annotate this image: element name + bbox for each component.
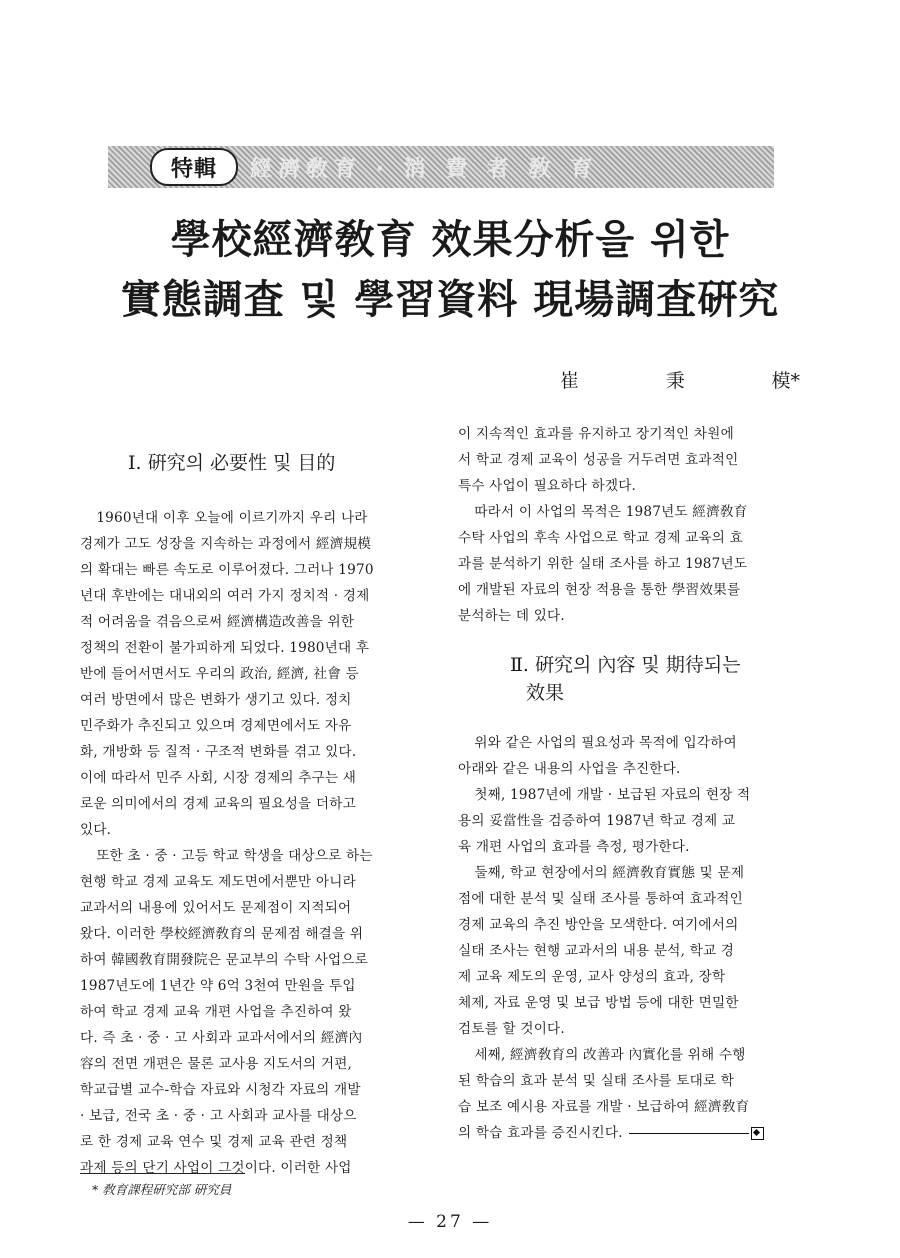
paragraph-line: 화, 개방화 등 질적 · 구조적 변화를 겪고 있다. xyxy=(80,744,357,760)
paragraph-line: 1960년대 이후 오늘에 이르기까지 우리 나라 xyxy=(96,510,368,526)
paragraph-line: 로운 의미에서의 경제 교육의 필요성을 더하고 xyxy=(80,796,356,812)
paragraph-line-final xyxy=(458,1120,810,1146)
paragraph-line: 容의 전면 개편은 물론 교사용 지도서의 거편, xyxy=(80,1056,353,1072)
paragraph-line: 습 보조 예시용 자료를 개발 · 보급하여 經濟敎育 xyxy=(458,1099,750,1115)
page-number: — 27 — xyxy=(407,1212,493,1232)
paragraph-line: 에 개발된 자료의 현장 적용을 통한 學習效果를 xyxy=(458,582,741,598)
special-issue-tag: 特輯 xyxy=(150,148,238,186)
author-char-1: 崔 xyxy=(560,370,580,392)
paragraph-line: 하여 학교 경제 교육 개편 사업을 추진하여 왔 xyxy=(80,1004,352,1020)
paragraph-line: 과제 등의 단기 사업이 그것이다. 이러한 사업 xyxy=(80,1160,352,1176)
paragraph-line: 민주화가 추진되고 있으며 경제면에서도 자유 xyxy=(80,718,352,734)
section-2-heading xyxy=(510,651,820,707)
paragraph-line: 용의 妥當性을 검증하여 1987년 학교 경제 교 xyxy=(458,813,736,829)
footnote-divider xyxy=(80,1173,245,1174)
paragraph-line: · 보급, 전국 초 · 중 · 고 사회과 교사를 대상으 xyxy=(80,1108,357,1124)
author-char-2: 秉 xyxy=(665,370,685,392)
section-2-heading-line-2: 效果 xyxy=(526,682,565,704)
paragraph-line: 의 확대는 빠른 속도로 이루어졌다. 그러나 1970 xyxy=(80,562,374,578)
paragraph-line: 분석하는 데 있다. xyxy=(458,608,565,624)
section-2-heading-line-1: Ⅱ. 硏究의 內容 및 期待되는 xyxy=(510,654,741,676)
paragraph-line: 육 개편 사업의 효과를 측정, 평가한다. xyxy=(458,839,690,855)
paragraph-line: 수탁 사업의 후속 사업으로 학교 경제 교육의 효 xyxy=(458,530,743,546)
paragraph-line: 첫째, 1987년에 개발 · 보급된 자료의 현장 적 xyxy=(474,787,751,803)
paragraph-line: 제 교육 제도의 운영, 교사 양성의 효과, 장학 xyxy=(458,969,726,985)
right-column-intro xyxy=(458,421,810,629)
paragraph-line: 왔다. 이러한 學校經濟敎育의 문제점 해결을 위 xyxy=(80,926,364,942)
paragraph-line: 현행 학교 경제 교육도 제도면에서뿐만 아니라 xyxy=(80,874,356,890)
author-char-3: 模* xyxy=(771,370,800,392)
paragraph-line: 적 어려움을 겪음으로써 經濟構造改善을 위한 xyxy=(80,614,355,630)
paragraph-line: 반에 들어서면서도 우리의 政治, 經濟, 社會 등 xyxy=(80,666,359,682)
paragraph-line: 실태 조사는 현행 교과서의 내용 분석, 학교 경 xyxy=(458,943,735,959)
title-line-2: 實態調査 및 學習資料 現場調査硏究 xyxy=(120,276,780,323)
title-line-1: 學校經濟敎育 效果分析을 위한 xyxy=(170,216,730,263)
paragraph-line: 1987년도에 1년간 약 6억 3천여 만원을 투입 xyxy=(80,978,356,994)
paragraph-line: 로 한 경제 교육 연수 및 경제 교육 관련 정책 xyxy=(80,1134,348,1150)
paragraph-line: 서 학교 경제 교육이 성공을 거두려면 효과적인 xyxy=(458,452,739,468)
paragraph-line: 또한 초 · 중 · 고등 학교 학생을 대상으로 하는 xyxy=(96,848,373,864)
left-column xyxy=(80,505,432,1181)
paragraph-line: 학교급별 교수-학습 자료와 시청각 자료의 개발 xyxy=(80,1082,361,1098)
paragraph-line: 경제 교육의 추진 방안을 모색한다. 여기에서의 xyxy=(458,917,739,933)
paragraph-line: 있다. xyxy=(80,822,112,838)
paragraph-line: 여러 방면에서 많은 변화가 생기고 있다. 정치 xyxy=(80,692,352,708)
author-name xyxy=(560,366,800,393)
paragraph-line: 과를 분석하기 위한 실태 조사를 하고 1987년도 xyxy=(458,556,748,572)
paragraph-line: 경제가 고도 성장을 지속하는 과정에서 經濟規模 xyxy=(80,536,372,552)
banner-faded-text: 經濟敎育 · 消 費 者 敎 育 xyxy=(250,157,599,182)
paragraph-line: 이 지속적인 효과를 유지하고 장기적인 차원에 xyxy=(458,426,734,442)
end-rule xyxy=(629,1133,749,1134)
paragraph-line: 세째, 經濟敎育의 改善과 內實化를 위해 수행 xyxy=(474,1047,746,1063)
paragraph-line: 검토를 할 것이다. xyxy=(458,1021,565,1037)
author-footnote: * 敎育課程硏究部 硏究員 xyxy=(92,1182,232,1197)
paragraph-line: 아래와 같은 내용의 사업을 추진한다. xyxy=(458,761,681,777)
end-mark-icon xyxy=(751,1127,764,1140)
section-1-heading: Ⅰ. 硏究의 必要性 및 目的 xyxy=(128,452,336,474)
paragraph-line: 교과서의 내용에 있어서도 문제점이 지적되어 xyxy=(80,900,352,916)
paragraph-line: 위와 같은 사업의 필요성과 목적에 입각하여 xyxy=(474,735,737,751)
paragraph-line: 이에 따라서 민주 사회, 시장 경제의 추구는 새 xyxy=(80,770,357,786)
paragraph-line: 년대 후반에는 대내외의 여러 가지 정치적 · 경제 xyxy=(80,588,370,604)
final-sentence: 의 학습 효과를 증진시킨다. xyxy=(458,1125,623,1141)
paragraph-line: 된 학습의 효과 분석 및 실태 조사를 토대로 학 xyxy=(458,1073,735,1089)
paragraph-line: 둘째, 학교 현장에서의 經濟敎育實態 및 문제 xyxy=(474,865,745,881)
paragraph-line: 따라서 이 사업의 목적은 1987년도 經濟敎育 xyxy=(474,504,748,520)
paragraph-line: 하여 韓國敎育開發院은 문교부의 수탁 사업으로 xyxy=(80,952,368,968)
paragraph-line: 점에 대한 분석 및 실태 조사를 통하여 효과적인 xyxy=(458,891,743,907)
paragraph-line: 특수 사업이 필요하다 하겠다. xyxy=(458,478,637,494)
paragraph-line: 다. 즉 초 · 중 · 고 사회과 교과서에서의 經濟內 xyxy=(80,1030,363,1046)
right-column-body xyxy=(458,730,810,1146)
paragraph-line: 정책의 전환이 불가피하게 되었다. 1980년대 후 xyxy=(80,640,370,656)
paragraph-line: 체제, 자료 운영 및 보급 방법 등에 대한 면밀한 xyxy=(458,995,739,1011)
